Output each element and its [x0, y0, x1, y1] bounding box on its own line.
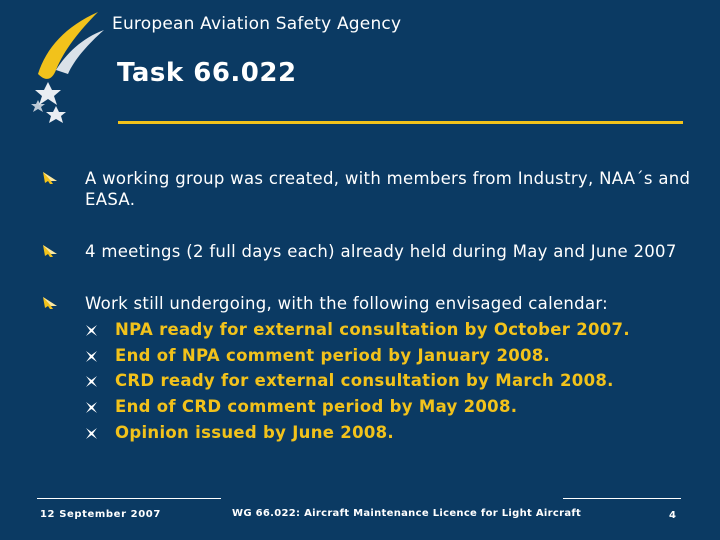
- agency-name: European Aviation Safety Agency: [112, 14, 402, 34]
- star-bullet-icon: [85, 427, 98, 440]
- bullet-item-meetings: [34, 241, 694, 262]
- star-bullet-icon: [85, 375, 98, 388]
- calendar-item: [85, 343, 694, 369]
- star-bullet-icon: [85, 324, 98, 337]
- bullet-text: 4 meetings (2 full days each) already held during May and June 2007: [85, 242, 677, 261]
- footer-title: WG 66.022: Aircraft Maintenance Licence for Light Aircraft: [232, 508, 582, 519]
- bullet-text: Work still undergoing, with the following envisaged calendar:: [85, 294, 609, 313]
- calendar-item-text: NPA ready for external consultation by October 2007.: [115, 320, 630, 339]
- calendar-item-text: End of NPA comment period by January 2008.: [115, 345, 551, 365]
- star-bullet-icon: [85, 401, 98, 414]
- arrow-bullet-icon: [42, 171, 58, 185]
- arrow-bullet-icon: [42, 244, 58, 258]
- page-number: 4: [669, 510, 676, 521]
- calendar-list: [85, 317, 694, 446]
- bullet-item-working-group: [34, 168, 694, 210]
- arrow-bullet-icon: [42, 296, 58, 310]
- footer-divider-right: [563, 498, 681, 499]
- star-bullet-icon: [85, 350, 98, 363]
- bullet-text: A working group was created, with members from Industry, NAA´s and EASA.: [85, 169, 691, 209]
- calendar-item: [85, 394, 694, 420]
- logo-stars-icon: [31, 82, 66, 123]
- calendar-item: [85, 317, 694, 343]
- footer-date: 12 September 2007: [40, 509, 161, 520]
- logo-bird-icon: [38, 12, 104, 79]
- calendar-item-text: CRD ready for external consultation by March 2008.: [115, 371, 614, 391]
- calendar-item: [85, 368, 694, 394]
- slide-title: Task 66.022: [117, 58, 297, 88]
- bullet-item-calendar: [34, 293, 694, 446]
- calendar-item-text: Opinion issued by June 2008.: [115, 422, 394, 442]
- footer-divider-left: [37, 498, 221, 499]
- calendar-item-text: End of CRD comment period by May 2008.: [115, 397, 518, 417]
- title-underline: [118, 121, 683, 124]
- calendar-item: [85, 420, 694, 446]
- bullet-list: [34, 168, 694, 446]
